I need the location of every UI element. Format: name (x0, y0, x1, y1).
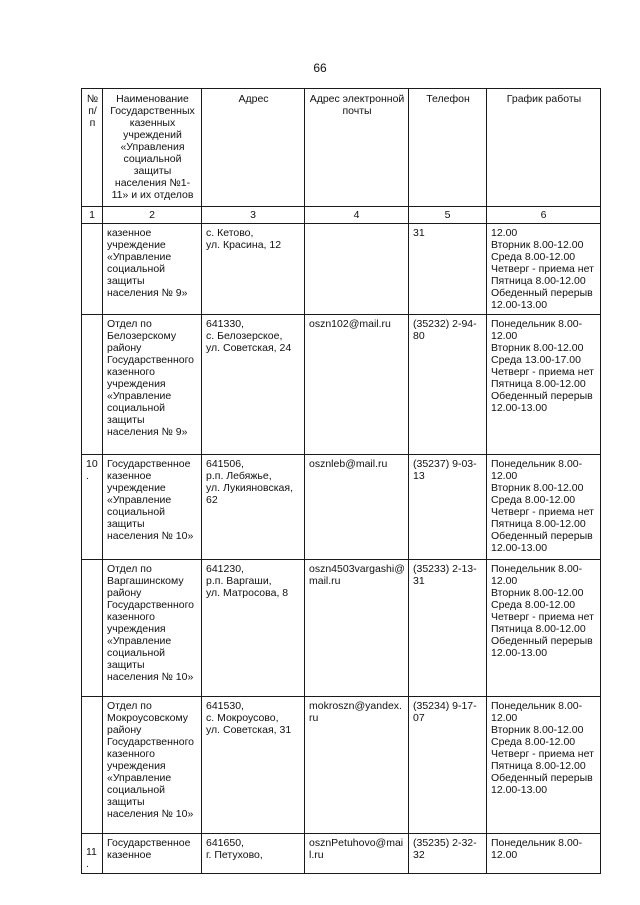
institution-name: Отдел по Мокроусовскому району Государственного казенного учреждения «Управление социальной защиты населения № 10» (103, 697, 202, 834)
institution-name: Отдел по Варгашинскому району Государственного казенного учреждения «Управление социальной защиты населения № 10» (103, 560, 202, 697)
header-cell-number: № п/п (82, 89, 103, 207)
phone: (35232) 2-94-80 (409, 315, 487, 455)
institution-name: казенное учреждение «Управление социальной защиты населения № 9» (103, 224, 202, 315)
phone: (35234) 9-17-07 (409, 697, 487, 834)
schedule: Понедельник 8.00-12.00 Вторник 8.00-12.00 Среда 8.00-12.00 Четверг - приема нет Пятница 8.00-12.00 Обеденный перерыв 12.00-13.00 (487, 455, 601, 560)
row-number: 10. (82, 455, 103, 560)
header-cell-email: Адрес электронной почты (305, 89, 409, 207)
schedule: 12.00 Вторник 8.00-12.00 Среда 8.00-12.00 Четверг - приема нет Пятница 8.00-12.00 Обеденный перерыв 12.00-13.00 (487, 224, 601, 315)
schedule: Понедельник 8.00-12.00 Вторник 8.00-12.00 Среда 8.00-12.00 Четверг - приема нет Пятница 8.00-12.00 Обеденный перерыв 12.00-13.00 (487, 697, 601, 834)
address: 641230, р.п. Варгаши, ул. Матросова, 8 (202, 560, 305, 697)
column-number: 2 (103, 207, 202, 224)
email: mokroszn@yandex.ru (305, 697, 409, 834)
email: osznleb@mail.ru (305, 455, 409, 560)
institution-name: Отдел по Белозерскому району Государственного казенного учреждения «Управление социальной защиты населения № 9» (103, 315, 202, 455)
email: oszn4503vargashi@mail.ru (305, 560, 409, 697)
header-cell-phone: Телефон (409, 89, 487, 207)
row-number (82, 224, 103, 315)
row-number (82, 560, 103, 697)
email (305, 224, 409, 315)
header-cell-name: Наименование Государственных казенных учреждений «Управления социальной защиты населения №1-11» и их отделов (103, 89, 202, 207)
address: 641506, р.п. Лебяжье, ул. Лукияновская, 62 (202, 455, 305, 560)
address: 641330, с. Белозерское, ул. Советская, 24 (202, 315, 305, 455)
phone: (35237) 9-03-13 (409, 455, 487, 560)
institutions-table (81, 88, 601, 874)
email: osznPetuhovo@mail.ru (305, 834, 409, 874)
column-number: 1 (82, 207, 103, 224)
institution-name: Государственное казенное учреждение «Управление социальной защиты населения № 10» (103, 455, 202, 560)
phone: (35233) 2-13-31 (409, 560, 487, 697)
email: oszn102@mail.ru (305, 315, 409, 455)
table-row (82, 455, 601, 560)
table-row (82, 224, 601, 315)
table-row (82, 834, 601, 874)
phone: 31 (409, 224, 487, 315)
institution-name: Государственное казенное (103, 834, 202, 874)
header-cell-address: Адрес (202, 89, 305, 207)
column-number: 5 (409, 207, 487, 224)
table-row (82, 315, 601, 455)
phone: (35235) 2-32-32 (409, 834, 487, 874)
row-number (82, 315, 103, 455)
header-cell-schedule: График работы (487, 89, 601, 207)
schedule: Понедельник 8.00-12.00 Вторник 8.00-12.00 Среда 8.00-12.00 Четверг - приема нет Пятница 8.00-12.00 Обеденный перерыв 12.00-13.00 (487, 560, 601, 697)
address: 641650, г. Петухово, (202, 834, 305, 874)
table-row (82, 697, 601, 834)
page-number: 66 (313, 61, 327, 75)
header-row (82, 89, 601, 207)
table-row (82, 560, 601, 697)
column-number: 6 (487, 207, 601, 224)
schedule: Понедельник 8.00-12.00 (487, 834, 601, 874)
column-number-row (82, 207, 601, 224)
address: 641530, с. Мокроусово, ул. Советская, 31 (202, 697, 305, 834)
address: с. Кетово, ул. Красина, 12 (202, 224, 305, 315)
row-number: 11. (82, 834, 103, 874)
column-number: 4 (305, 207, 409, 224)
row-number (82, 697, 103, 834)
column-number: 3 (202, 207, 305, 224)
schedule: Понедельник 8.00-12.00 Вторник 8.00-12.00 Среда 13.00-17.00 Четверг - приема нет Пятница 8.00-12.00 Обеденный перерыв 12.00-13.00 (487, 315, 601, 455)
